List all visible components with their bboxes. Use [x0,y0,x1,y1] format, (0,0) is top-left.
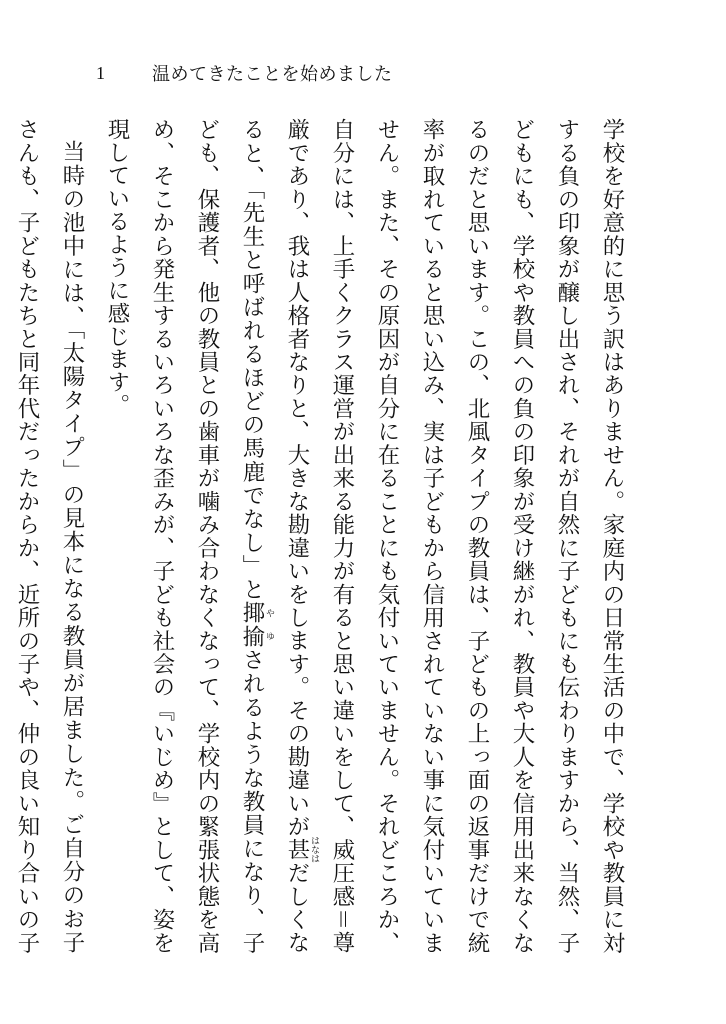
ruby-1-reading: はなは [309,836,319,864]
ruby-yayu [239,601,274,649]
chapter-title: 温めてきたことを始めました [152,64,393,85]
paragraph-2: 当時の池中には、「太陽タイプ」の見本になる教員が居ました。ご自分のお子さんも、子どもたちと同年代だったからか、近所の子や、仲の良い知り合いの子 [14,118,85,954]
vertical-body-text [14,118,634,954]
page-number: 1 [96,62,105,83]
paragraph-1-segment-c: されるような教員になり、子ども、保護者、他の教員との歯車が噛み合わなくなって、学校内の緊張状態を高め、そこから発生するいろいろな歪みが、子ども社会の『いじめ』として、姿を現しているように感じます。 [104,118,265,954]
paragraph-1-segment-b: だしくなると、「先生と呼ばれるほどの馬鹿でなし」と [239,118,310,954]
page-header [96,60,393,86]
ruby-2-base: 揶揄 [239,601,265,649]
ruby-2-reading: やゆ [264,601,274,648]
paragraph-1-segment-a: 学校を好意的に思う訳はありません。家庭内の日常生活の中で、学校や教員に対する負の印象が醸し出され、それが自然に子どもにも伝わりますから、当然、子どもにも、学校や教員への負の印象が受け継がれ、教員や大人を信用出来なくなるのだと思います。この、北風タイプの教員は、子どもの上っ面の返事だけで統率が取れていると思い込み、実は子どもから信用されていない事に気付いていません。また、その原因が自分に在ることにも気付いていません。それどころか、自分には、上手くクラス運営が出来る能力が有ると思い違いをして、威圧感＝尊厳であり、我は人格者なりと、大きな勘違いをします。その勘違いが [284,118,625,954]
ruby-1-base: 甚 [284,836,310,864]
ruby-hanahada [284,836,319,864]
paragraph-1 [94,118,634,954]
